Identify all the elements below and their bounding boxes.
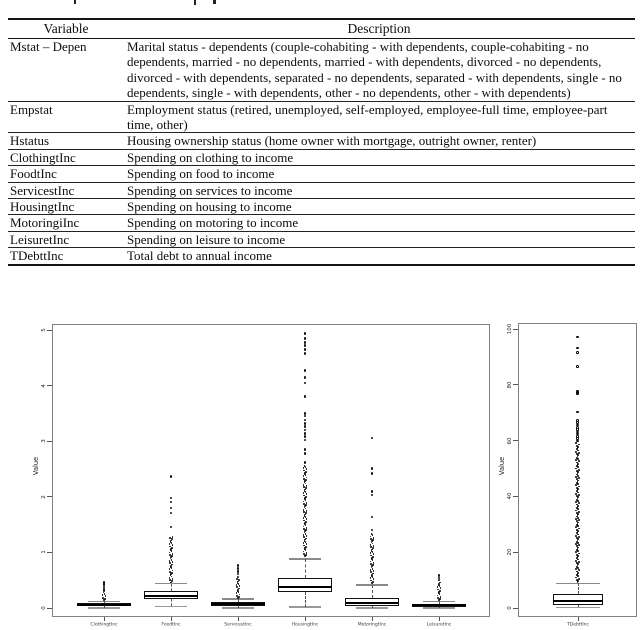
table-row [8,166,635,182]
outlier-dot [303,528,305,530]
variables-table [8,18,635,266]
outlier-point [237,570,240,573]
outlier-point [576,428,579,431]
x-category-label: MotoringtInc [357,622,387,627]
outlier-point [576,365,579,368]
x-category-label: FoodtInc [161,622,181,627]
x-axis-tick [372,617,373,621]
table-row [8,102,635,134]
outlier-dot [236,595,238,597]
outlier-dot [171,547,173,549]
description-cell: Housing ownership status (home owner with mortgage, outright owner, renter) [127,133,537,149]
description-cell: Marital status - dependents (couple-cohabiting - with dependents, couple-cohabiting - no dependents, married - no dependents, married - with dependents, divorced - no dependents, divorced - with dependents, separated - no dependents, separated - with dependents, single - no dependents, single - with dependents, other - no dependents, other - with dependents) [127,39,622,101]
y-tick-label: 3 [40,439,48,443]
outlier-dot [303,503,305,505]
y-axis-tick [47,441,52,442]
variable-cell: MotoringiInc [10,215,80,231]
outlier-dot [372,564,374,566]
outlier-dot [578,511,580,513]
y-axis-title: Value [32,456,40,476]
outlier-dot [576,499,578,501]
outlier-dot [578,502,580,504]
lower-whisker [372,606,373,608]
outlier-dot [372,556,374,558]
y-tick-label: 60 [506,437,514,445]
outlier-dot [576,529,578,531]
outlier-dot [305,504,307,506]
outlier-dot [102,597,104,599]
lower-whisker [578,605,579,608]
description-cell: Spending on housing to income [127,199,292,215]
outlier-dot [578,494,580,496]
outlier-point [576,424,579,427]
outlier-dot [575,451,577,453]
x-category-label: TDebttInc [566,622,589,627]
description-cell: Spending on food to income [127,166,275,182]
description-cell: Spending on services to income [127,182,293,198]
lower-whisker [104,606,105,608]
y-tick-label: 0 [506,606,514,610]
outlier-dot [303,478,305,480]
table-row [8,150,635,166]
outlier-dot [576,566,578,568]
y-tick-label: 100 [506,323,514,335]
table-row [8,232,635,248]
outlier-dot [578,469,580,471]
outlier-point [576,426,579,429]
clipped-caption-fragment [213,0,216,4]
table-row [8,133,635,149]
outlier-dot [305,479,307,481]
outlier-dot [578,519,580,521]
y-axis-tick [47,552,52,553]
outlier-dot [576,487,578,489]
median-line [553,600,603,602]
outlier-dot [238,596,240,598]
y-tick-label: 40 [506,492,514,500]
outlier-dot [372,539,374,541]
y-axis-tick [513,384,518,385]
table-header-description: Description [347,21,411,36]
y-axis-tick [47,496,52,497]
description-cell: Spending on leisure to income [127,231,286,247]
y-tick-label: 0 [40,606,48,610]
table-row [8,215,635,231]
outlier-dot [575,493,577,495]
y-axis-tick [513,608,518,609]
lower-whisker [439,607,440,608]
x-category-label: ClothingtInc [90,622,118,627]
outlier-dot [372,581,374,583]
outlier-dot [171,572,173,574]
x-axis-tick [439,617,440,621]
outlier-dot [577,463,579,465]
variable-cell: Hstatus [10,133,49,149]
y-tick-label: 2 [40,495,48,499]
outlier-dot [370,538,372,540]
x-category-label: LeisuretInc [426,622,452,627]
outlier-dot [169,579,171,581]
outlier-dot [305,529,307,531]
outlier-point [576,411,579,414]
median-line [77,604,131,606]
outlier-dot [305,471,307,473]
outlier-point [304,341,307,344]
variable-cell: ClothingtInc [10,149,76,165]
outlier-dot [578,561,580,563]
outlier-dot [169,554,171,556]
outlier-dot [104,598,106,600]
x-axis-tick [171,617,172,621]
outlier-point [576,419,579,422]
variable-cell: LeisuretInc [10,231,70,247]
outlier-point [576,351,579,354]
outlier-dot [171,538,173,540]
outlier-dot [303,553,305,555]
outlier-dot [577,517,579,519]
table-row [8,183,635,199]
outlier-dot [577,530,579,532]
plot-panel [52,324,490,617]
median-line [278,586,332,588]
variable-cell: Mstat – Depen [10,39,87,54]
outlier-dot [169,537,171,539]
outlier-dot [305,487,307,489]
table-row [8,39,635,102]
variable-cell: ServicestInc [10,182,75,198]
outlier-point [304,452,307,455]
outlier-point [304,337,307,340]
table-row [8,199,635,215]
outlier-dot [305,554,307,556]
median-line [144,595,198,597]
y-tick-label: 4 [40,383,48,388]
y-tick-label: 5 [40,328,48,332]
outlier-point [304,352,307,355]
y-axis-tick [47,330,52,331]
variable-cell: FoodtInc [10,166,57,182]
outlier-dot [576,554,578,556]
table-header-row [8,20,635,39]
variable-cell: HousingtInc [10,199,75,215]
lower-whisker [305,592,306,607]
outlier-dot [439,590,441,592]
x-axis-tick [578,617,579,621]
outlier-dot [305,546,307,548]
y-axis-tick [513,552,518,553]
table-body [8,39,635,264]
y-axis-tick [513,496,518,497]
description-cell: Spending on clothing to income [127,149,294,165]
y-tick-label: 20 [506,548,514,556]
outlier-point [576,437,579,440]
outlier-point [304,376,307,379]
outlier-dot [578,452,580,454]
outlier-dot [577,475,579,477]
description-cell: Spending on motoring to income [127,215,299,231]
outlier-dot [305,496,307,498]
outlier-dot [577,505,579,507]
outlier-dot [578,477,580,479]
variable-cell: Empstat [10,101,53,117]
outlier-dot [576,457,578,459]
upper-whisker [372,585,373,598]
outlier-point [576,435,579,438]
y-tick-label: 80 [506,381,514,389]
outlier-dot [576,445,578,447]
outlier-point [576,421,579,424]
outlier-dot [578,544,580,546]
outlier-point [304,461,307,464]
outlier-dot [171,580,173,582]
description-cell: Employment status (retired, unemployed, self-employed, employee-full time, employee-part time, other) [127,101,608,133]
lower-whisker [238,606,239,608]
y-axis-tick [47,385,52,386]
outlier-point [576,336,579,339]
clipped-caption-fragment [194,0,196,5]
outlier-point [576,347,579,350]
median-line [412,604,466,606]
outlier-dot [169,571,171,573]
outlier-point [576,390,579,393]
upper-whisker [578,583,579,594]
x-axis-tick [104,617,105,621]
outlier-dot [238,579,240,581]
description-cell: Total debt to annual income [127,248,272,264]
y-axis-title: Value [498,456,506,476]
outlier-dot [237,589,239,591]
lower-whisker [171,599,172,606]
y-axis-tick [47,608,52,609]
outlier-dot [370,563,372,565]
variable-cell: TDebttInc [10,248,64,264]
x-category-label: ServicestInc [224,622,252,627]
outlier-dot [439,598,441,600]
x-axis-tick [305,617,306,621]
y-axis-tick [513,329,518,330]
table-header-variable: Variable [43,21,89,36]
table-row [8,248,635,263]
x-category-label: HousingtInc [291,622,319,627]
outlier-dot [577,572,579,574]
median-line [345,602,399,604]
y-tick-label: 1 [40,550,48,555]
outlier-point [304,332,307,335]
upper-whisker [171,584,172,591]
x-axis-tick [238,617,239,621]
y-axis-tick [513,440,518,441]
outlier-dot [575,560,577,562]
outlier-dot [305,521,307,523]
outlier-dot [171,555,173,557]
median-line [211,603,265,605]
outlier-dot [437,597,439,599]
clipped-caption-fragment [74,0,76,4]
outlier-dot [578,578,580,580]
outlier-dot [578,536,580,538]
upper-whisker [305,559,306,578]
outlier-point [576,431,579,434]
